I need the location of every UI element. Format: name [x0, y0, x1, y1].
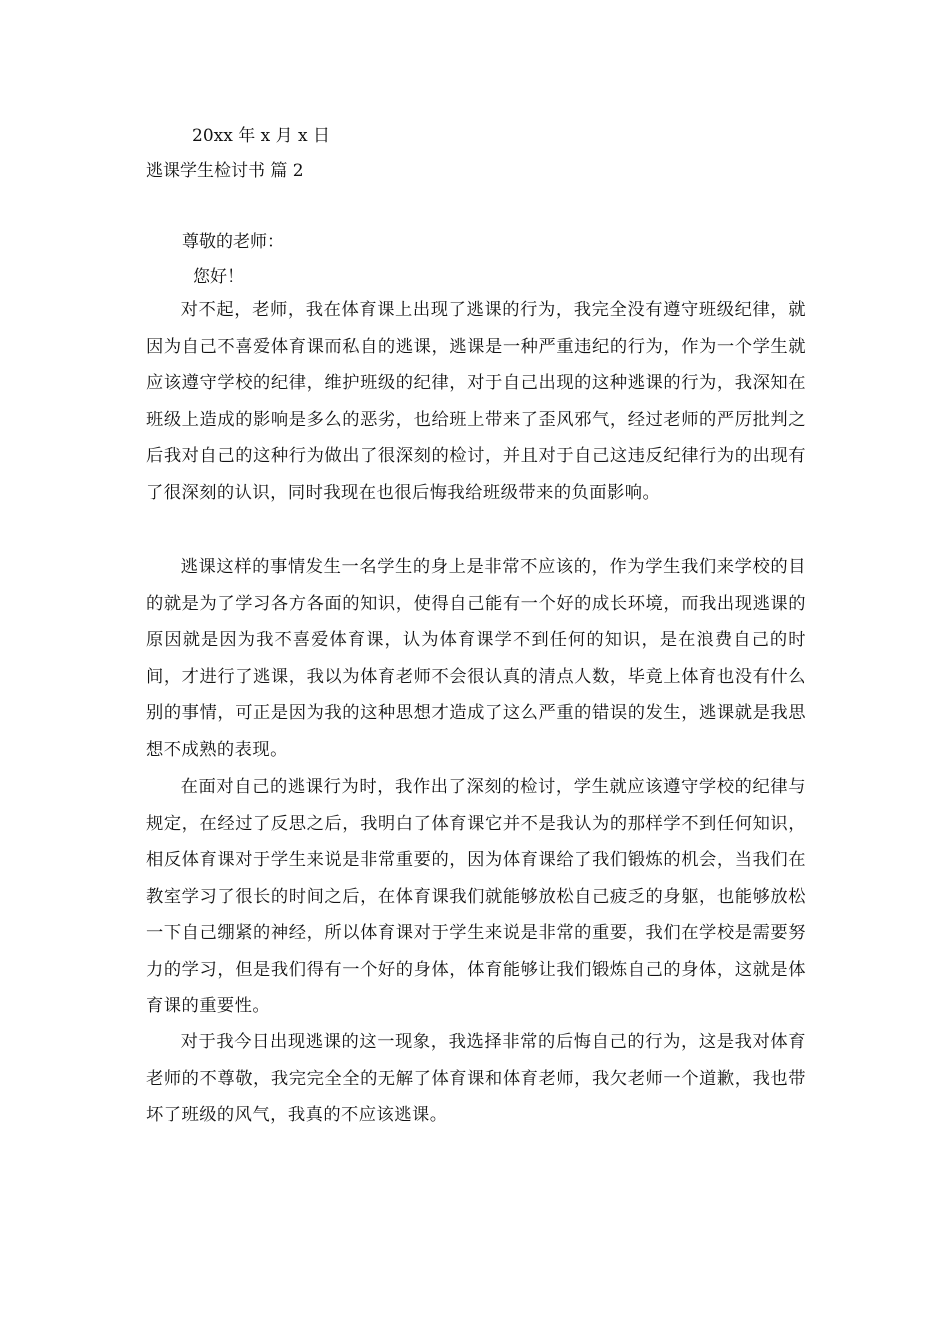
greeting: 您好！ [193, 267, 244, 287]
paragraph-3: 在面对自己的逃课行为时，我作出了深刻的检讨，学生就应该遵守学校的纪律与规定，在经过了反思之后，我明白了体育课它并不是我认为的那样学不到任何知识，相反体育课对于学生来说是非常重要的，因为体育课给了我们锻炼的机会，当我们在教室学习了很长的时间之后，在体育课我们就能够放松自己疲乏的身躯，也能够放松一下自己绷紧的神经，所以体育课对于学生来说是非常的重要，我们在学校是需要努力的学习，但是我们得有一个好的身体，体育能够让我们锻炼自己的身体，这就是体育课的重要性。 [146, 777, 806, 1016]
salutation: 尊敬的老师： [182, 232, 284, 252]
paragraph-2: 逃课这样的事情发生一名学生的身上是非常不应该的，作为学生我们来学校的目的就是为了学习各方各面的知识，使得自己能有一个好的成长环境，而我出现逃课的原因就是因为我不喜爱体育课，认为体育课学不到任何的知识，是在浪费自己的时间，才进行了逃课，我以为体育老师不会很认真的清点人数，毕竟上体育也没有什么别的事情，可正是因为我的这种思想才造成了这么严重的错误的发生，逃课就是我思想不成熟的表现。 [146, 557, 806, 760]
section-title: 逃课学生检讨书 篇 2 [146, 161, 304, 181]
paragraph-1: 对不起，老师，我在体育课上出现了逃课的行为，我完全没有遵守班级纪律，就因为自己不喜爱体育课而私自的逃课，逃课是一种严重违纪的行为，作为一个学生就应该遵守学校的纪律，维护班级的纪律，对于自己出现的这种逃课的行为，我深知在班级上造成的影响是多么的恶劣，也给班上带来了歪风邪气，经过老师的严厉批判之后我对自己的这种行为做出了很深刻的检讨，并且对于自己这违反纪律行为的出现有了很深刻的认识，同时我现在也很后悔我给班级带来的负面影响。 [146, 300, 806, 503]
date-line: 20xx 年 x 月 x 日 [192, 126, 331, 146]
paragraph-4: 对于我今日出现逃课的这一现象，我选择非常的后悔自己的行为，这是我对体育老师的不尊敬，我完完全全的无解了体育课和体育老师，我欠老师一个道歉，我也带坏了班级的风气，我真的不应该逃课。 [146, 1032, 806, 1125]
